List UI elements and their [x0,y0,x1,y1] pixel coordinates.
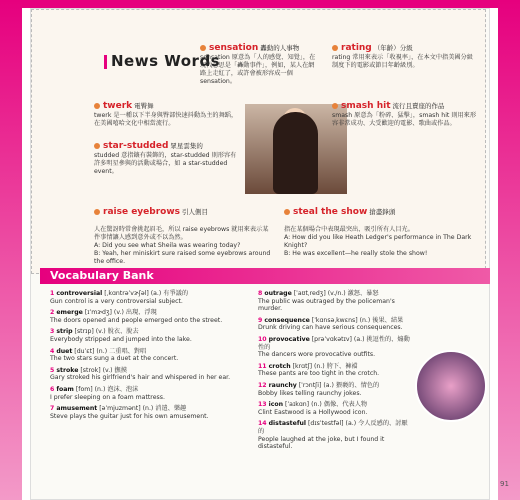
entry-rating: rating （年齡）分級 rating 常用來表示「收視率」，在本文中指美國分級制度下的電影或節目年齡級別。 [332,43,473,69]
performer-photo [415,350,487,422]
title-bar-icon [104,55,107,69]
entry-star-studded: star-studded 眾星雲集的 studded 意指鑲有裝飾的，star-studded 則形容有許多明星參與的活動或場合，如 a star-studded event。 [94,141,237,175]
vocab-item: 3 strip [strɪp] (v.) 脫衣、脫去 Everybody stripped and jumped into the lake. [50,328,192,343]
bullet-icon [94,103,100,109]
right-stripe [498,0,520,500]
entry-steal-the-show: steal the show 搶盡鋒頭 指在某個場合中表現最突出、吸引所有人目光。 A: How did you like Heath Ledger's performance in The Dark Knight? B: He was excellent—he really stole the show! [284,207,472,257]
page-number: 91 [500,480,509,488]
top-stripe [0,0,520,8]
bullet-icon [284,209,290,215]
vocab-item: 14 distasteful [dɪsˈtestfəl] (a.) 令人反感的、討厭的 People laughed at the joke, but I found it distasteful. [258,420,408,451]
vocab-item: 7 amusement [əˈmjuzmənt] (n.) 消遣、樂趣 Steve plays the guitar just for his own amusement. [50,405,209,420]
bullet-icon [94,143,100,149]
entry-sensation: sensation 轟動的人事物 sensation 原意為「人的感覺、知覺」，在現代意思是「轟動事件」，例如，某人在網路上走紅了，或許會被形容成一個 sensation。 [200,43,316,85]
vocab-item: 8 outrage [ˈaʊtˌredʒ] (v./n.) 激怒、暴怒 The public was outraged by the policeman's murder. [258,290,395,313]
vocab-right-column [258,290,413,455]
vocab-item: 13 icon [ˈaɪkɑn] (n.) 偶像、代表人物 Clint Eastwood is a Hollywood icon. [258,401,368,416]
bullet-icon [94,209,100,215]
vocab-item: 1 controversial [ˌkɑntrəˈvɝʃəl] (a.) 有爭議的 Gun control is a very controversial subject. [50,290,189,305]
vocab-item: 6 foam [fom] (n.) 泡沫、泡沫 I prefer sleeping on a foam mattress. [50,385,165,401]
entry-twerk: twerk 電臀舞 twerk 是一種以下半身與臀部快速抖動為主的舞蹈，在美國嘻哈文化中相當流行。 [94,101,238,127]
section-title: News Words [104,52,220,70]
entry-raise-eyebrows: raise eyebrows 引人側目 人在驚訝時常會挑起眉毛，所以 raise eyebrows 就用來表示某件事情讓人感到意外或不以為然。 A: Did you see what Sheila was wearing today? B: Yeah, her miniskirt sure raised some eyebrows around the office. [94,207,271,265]
vocab-item: 4 duet [duˈɛt] (n.) 二重唱、對唱 The two stars sung a duet at the concert. [50,347,179,363]
vocabulary-bank-header: Vocabulary Bank [40,268,490,284]
vocab-item: 10 provocative [prəˈvɑkətɪv] (a.) 挑逗性的、煽動性的 The dancers wore provocative outfits. [258,335,410,359]
bullet-icon [200,45,206,51]
vocab-item: 5 stroke [strok] (v.) 撫摸 Gary stroked his girlfriend's hair and whispered in her ear. [50,366,231,382]
vocab-left-column [50,290,250,424]
vocab-item: 11 crotch [krɑtʃ] (n.) 胯下、褲襠 These pants are too tight in the crotch. [258,362,380,378]
bullet-icon [332,103,338,109]
entry-smash-hit: smash hit 流行且賣座的作品 smash 原意為「粉碎、猛擊」，smash hit 則用來形容非常成功、大受歡迎的電影、歌曲或作品。 [332,101,477,127]
vocab-item: 12 raunchy [ˈrɔntʃi] (a.) 猥褻的、情色的 Bobby likes telling raunchy jokes. [258,381,380,397]
vocab-item: 9 consequence [ˈkɑnsəˌkwɛns] (n.) 後果、結果 Drunk driving can have serious consequences. [258,316,404,332]
left-stripe [0,0,22,500]
news-words-box [31,9,486,274]
bullet-icon [332,45,338,51]
vocab-item: 2 emerge [ɪˈmɝdʒ] (v.) 出現、浮現 The doors opened and people emerged onto the street. [50,309,223,324]
